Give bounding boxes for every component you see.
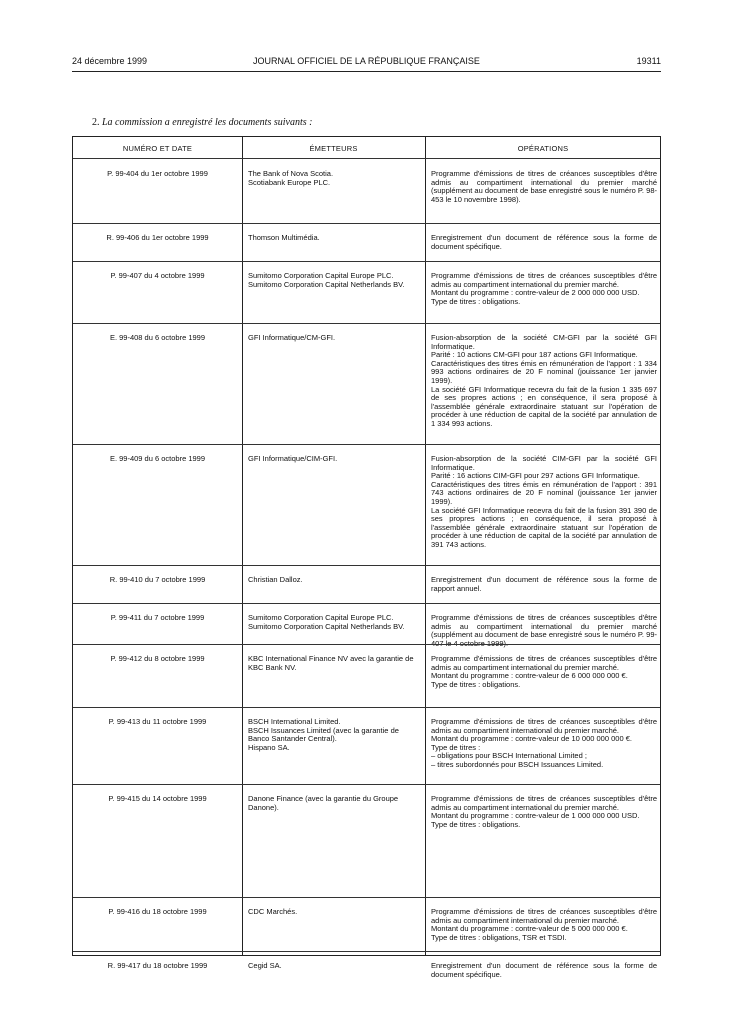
cell-numero: P. 99-413 du 11 octobre 1999 bbox=[108, 717, 207, 726]
emetteur-line: Christian Dalloz. bbox=[248, 575, 303, 584]
operation-line: Enregistrement d'un document de référence sous la forme de rapport annuel. bbox=[431, 575, 657, 593]
emetteur-line: KBC International Finance NV avec la garantie de KBC Bank NV. bbox=[248, 654, 414, 672]
cell-emetteurs bbox=[248, 334, 420, 343]
emetteur-line: GFI Informatique/CM-GFI. bbox=[248, 333, 336, 342]
emetteur-line: Sumitomo Corporation Capital Europe PLC. bbox=[248, 613, 394, 622]
operation-line: Parité : 16 actions CIM-GFI pour 297 actions GFI Informatique. bbox=[431, 471, 640, 481]
section-text: La commission a enregistré les documents suivants : bbox=[102, 117, 313, 128]
cell-numero: R. 99-410 du 7 octobre 1999 bbox=[109, 575, 206, 584]
emetteur-line: Cegid SA. bbox=[248, 961, 282, 970]
operation-line: Type de titres : obligations, TSR et TSDI. bbox=[431, 932, 567, 942]
cell-emetteurs bbox=[248, 455, 420, 464]
operation-line: Fusion-absorption de la société CM-GFI par la société GFI Informatique. bbox=[431, 333, 657, 351]
operation-line: Montant du programme : contre-valeur de 10 000 000 000 €. bbox=[431, 734, 632, 744]
cell-operations bbox=[431, 718, 657, 770]
emetteur-line: Sumitomo Corporation Capital Europe PLC. bbox=[248, 271, 394, 280]
table-row bbox=[73, 261, 660, 323]
operation-line: Programme d'émissions de titres de créances susceptibles d'être admis au compartiment international du premier marché. bbox=[431, 907, 657, 925]
operation-line: Montant du programme : contre-valeur de 5 000 000 000 €. bbox=[431, 924, 628, 934]
operation-line: Type de titres : bbox=[431, 742, 481, 752]
cell-emetteurs bbox=[248, 234, 420, 243]
cell-emetteurs bbox=[248, 576, 420, 585]
cell-numero: P. 99-411 du 7 octobre 1999 bbox=[110, 613, 205, 622]
operation-line: Caractéristiques des titres émis en rémunération de l'apport : 1 334 993 actions ordinaires de 20 F nominal (jouissance 1er janvier 1999). bbox=[431, 358, 657, 385]
operation-line: Caractéristiques des titres émis en rémunération de l'apport : 391 743 actions ordinaires de 20 F nominal (jouissance 1er janvier 1999). bbox=[431, 479, 657, 506]
emetteur-line: BSCH Issuances Limited (avec la garantie de Banco Santander Central). bbox=[248, 725, 399, 744]
table-row bbox=[73, 323, 660, 444]
emetteur-line: The Bank of Nova Scotia. bbox=[248, 169, 334, 178]
operation-line: Programme d'émissions de titres de créances susceptibles d'être admis au compartiment international du premier marché (supplément au document de base enregistré sous le numéro P. 99- bbox=[431, 613, 657, 640]
cell-operations bbox=[431, 576, 657, 593]
cell-emetteurs bbox=[248, 795, 420, 812]
operation-line: Programme d'émissions de titres de créances susceptibles d'être admis au compartiment international du premier marché. bbox=[431, 654, 657, 672]
emetteur-line: GFI Informatique/CIM-GFI. bbox=[248, 454, 338, 463]
cell-numero: P. 99-407 du 4 octobre 1999 bbox=[110, 271, 205, 280]
column-header-emetteurs: ÉMETTEURS bbox=[309, 144, 358, 153]
page-header bbox=[72, 56, 661, 72]
header-title: JOURNAL OFFICIEL DE LA RÉPUBLIQUE FRANÇAISE bbox=[253, 56, 480, 66]
table-row bbox=[73, 565, 660, 603]
table-row bbox=[73, 897, 660, 951]
header-rule bbox=[72, 71, 661, 72]
operation-line: Type de titres : obligations. bbox=[431, 679, 521, 689]
operation-line: Enregistrement d'un document de référence sous la forme de document spécifique. bbox=[431, 961, 657, 979]
emetteur-line: Hispano SA. bbox=[248, 742, 290, 752]
cell-emetteurs bbox=[248, 170, 420, 187]
table-row bbox=[73, 159, 660, 223]
operation-line: Montant du programme : contre-valeur de 2 000 000 000 USD. bbox=[431, 288, 640, 298]
emetteur-line: Sumitomo Corporation Capital Netherlands BV. bbox=[248, 279, 405, 289]
operation-line: La société GFI Informatique recevra du fait de la fusion 1 335 697 de ses propres actions ; en conséquence, il sera proposé à l'assemblée générale extraordinaire statuant sur l'opération de procéder à une réduction de capital de la société par annulation de 1 334 993 actions. bbox=[431, 384, 657, 428]
cell-operations bbox=[431, 334, 657, 429]
cell-operations bbox=[431, 795, 657, 829]
operation-line: Type de titres : obligations. bbox=[431, 819, 521, 829]
cell-numero: P. 99-404 du 1er octobre 1999 bbox=[107, 169, 208, 178]
emetteur-line: Scotiabank Europe PLC. bbox=[248, 177, 331, 187]
page-number: 19311 bbox=[636, 56, 661, 66]
table-row bbox=[73, 784, 660, 897]
table-row bbox=[73, 644, 660, 707]
cell-numero: R. 99-406 du 1er octobre 1999 bbox=[106, 233, 209, 242]
column-header-numero: NUMÉRO ET DATE bbox=[122, 144, 193, 153]
cell-emetteurs bbox=[248, 655, 420, 672]
operation-line: Montant du programme : contre-valeur de 1 000 000 000 USD. bbox=[431, 811, 640, 821]
emetteur-line: Danone Finance (avec la garantie du Groupe Danone). bbox=[248, 794, 399, 812]
table-row bbox=[73, 444, 660, 565]
table-row bbox=[73, 951, 660, 1010]
emetteur-line: Sumitomo Corporation Capital Netherlands BV. bbox=[248, 621, 405, 631]
operation-line: Programme d'émissions de titres de créances susceptibles d'être admis au compartiment international du premier marché. bbox=[431, 271, 657, 289]
cell-operations bbox=[431, 962, 657, 979]
cell-numero: E. 99-408 du 6 octobre 1999 bbox=[109, 333, 206, 342]
cell-emetteurs bbox=[248, 614, 420, 631]
table-row bbox=[73, 223, 660, 261]
operation-line: Type de titres : obligations. bbox=[431, 296, 521, 306]
operation-line: – obligations pour BSCH International Limited ; bbox=[431, 751, 587, 761]
operation-line: Enregistrement d'un document de référence sous la forme de document spécifique. bbox=[431, 233, 657, 251]
cell-emetteurs bbox=[248, 962, 420, 971]
cell-operations bbox=[431, 908, 657, 942]
emetteur-line: CDC Marchés. bbox=[248, 907, 298, 916]
section-intro bbox=[92, 117, 312, 128]
table-row bbox=[73, 603, 660, 644]
operation-line: La société GFI Informatique recevra du fait de la fusion 391 390 de ses propres actions ; en conséquence, il sera proposé à l'assemblée générale extraordinaire statuant sur l'opération de procéder à une réduction de capital de la société par annulation de 391 743 actions. bbox=[431, 505, 657, 549]
cell-emetteurs bbox=[248, 718, 420, 752]
cell-emetteurs bbox=[248, 272, 420, 289]
cell-numero: P. 99-412 du 8 octobre 1999 bbox=[110, 654, 205, 663]
header-date: 24 décembre 1999 bbox=[72, 56, 148, 66]
operation-line: Programme d'émissions de titres de créances susceptibles d'être admis au compartiment international du premier marché. bbox=[431, 717, 657, 735]
cell-operations bbox=[431, 170, 657, 204]
cell-operations bbox=[431, 272, 657, 306]
operation-line: – titres subordonnés pour BSCH Issuances Limited. bbox=[431, 759, 604, 769]
operation-line: Programme d'émissions de titres de créances susceptibles d'être admis au compartiment international du premier marché. bbox=[431, 794, 657, 812]
cell-operations bbox=[431, 234, 657, 251]
column-header-operations: OPÉRATIONS bbox=[517, 144, 569, 153]
cell-numero: R. 99-417 du 18 octobre 1999 bbox=[107, 961, 208, 970]
operation-line: Montant du programme : contre-valeur de 6 000 000 000 €. bbox=[431, 671, 628, 681]
documents-table bbox=[72, 136, 661, 979]
cell-numero: P. 99-416 du 18 octobre 1999 bbox=[108, 907, 207, 916]
cell-emetteurs bbox=[248, 908, 420, 917]
emetteur-line: Thomson Multimédia. bbox=[248, 233, 320, 242]
operation-line: Fusion-absorption de la société CIM-GFI par la société GFI Informatique. bbox=[431, 454, 657, 472]
operation-line: Programme d'émissions de titres de créances susceptibles d'être admis au compartiment international du premier marché (supplément au document de base enregistré sous le numéro P. 98-453 le 10 novembre 1998). bbox=[431, 169, 657, 204]
cell-numero: P. 99-415 du 14 octobre 1999 bbox=[108, 794, 207, 803]
section-number: 2. bbox=[92, 117, 100, 128]
emetteur-line: BSCH International Limited. bbox=[248, 717, 341, 726]
operation-line: Parité : 10 actions CM-GFI pour 187 actions GFI Informatique. bbox=[431, 350, 638, 360]
table-row bbox=[73, 707, 660, 784]
cell-numero: E. 99-409 du 6 octobre 1999 bbox=[109, 454, 206, 463]
cell-operations bbox=[431, 655, 657, 689]
cell-operations bbox=[431, 455, 657, 550]
